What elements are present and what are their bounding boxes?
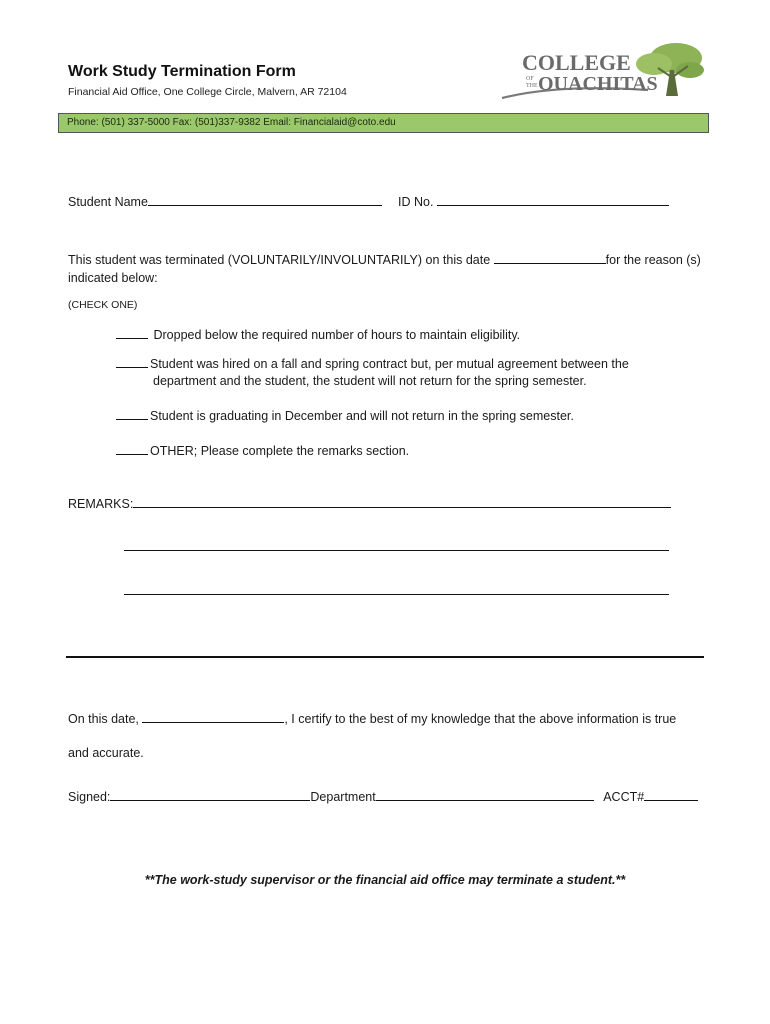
- certification-date-field[interactable]: [142, 711, 284, 723]
- student-name-field[interactable]: [148, 194, 382, 206]
- remarks-field-2[interactable]: [124, 550, 669, 551]
- remarks-field-3[interactable]: [124, 594, 669, 595]
- department-label: Department: [310, 790, 376, 804]
- student-name-row: [68, 194, 382, 209]
- office-address: Financial Aid Office, One College Circle, Malvern, AR 72104: [68, 86, 347, 98]
- contact-info: Phone: (501) 337-5000 Fax: (501)337-9382 Email: Financialaid@coto.edu: [67, 117, 396, 128]
- check-one-note: (CHECK ONE): [68, 299, 138, 311]
- certification-row: [68, 711, 676, 726]
- option-checkbox[interactable]: [116, 356, 148, 368]
- option-other: [116, 443, 409, 458]
- certification-line2: and accurate.: [68, 746, 144, 760]
- id-row: [398, 194, 669, 209]
- option-text: Dropped below the required number of hours to maintain eligibility.: [153, 328, 521, 342]
- statement-line2: indicated below:: [68, 271, 158, 285]
- option-text-continued: department and the student, the student will not return for the spring semester.: [153, 374, 587, 388]
- id-label: ID No.: [398, 195, 434, 209]
- logo-the: THE: [526, 83, 538, 89]
- signature-field[interactable]: [110, 789, 310, 801]
- statement-tail: for the reason (s): [605, 253, 701, 267]
- college-logo: [498, 36, 708, 106]
- student-name-label: Student Name: [68, 195, 148, 209]
- option-text: Student was hired on a fall and spring contract but, per mutual agreement between the: [150, 357, 629, 371]
- option-checkbox[interactable]: [116, 327, 148, 339]
- acct-field[interactable]: [644, 789, 698, 801]
- footnote: **The work-study supervisor or the financial aid office may terminate a student.**: [144, 873, 626, 887]
- option-checkbox[interactable]: [116, 443, 148, 455]
- remarks-field-1[interactable]: [133, 496, 671, 508]
- logo-word-college: COLLEGE: [522, 50, 631, 75]
- remarks-label: REMARKS:: [68, 497, 134, 511]
- signed-label: Signed:: [68, 790, 111, 804]
- termination-date-field[interactable]: [494, 252, 606, 264]
- option-text: OTHER; Please complete the remarks section.: [150, 444, 410, 458]
- department-field[interactable]: [376, 789, 594, 801]
- logo-of: OF: [526, 76, 534, 82]
- id-field[interactable]: [437, 194, 669, 206]
- certification-prefix: On this date,: [68, 712, 139, 726]
- option-text: Student is graduating in December and will not return in the spring semester.: [150, 409, 574, 423]
- termination-statement: [68, 252, 701, 267]
- signature-row: [68, 789, 698, 804]
- section-divider: [66, 656, 704, 658]
- option-checkbox[interactable]: [116, 408, 148, 420]
- statement-text: This student was terminated (VOLUNTARILY/INVOLUNTARILY) on this date: [68, 253, 491, 267]
- option-mutual-agreement: [116, 356, 629, 388]
- option-dropped-hours: [116, 327, 520, 342]
- remarks-row: [68, 496, 671, 511]
- option-graduating: [116, 408, 574, 423]
- logo-word-ouachitas: OUACHITAS: [538, 73, 658, 95]
- certification-suffix: , I certify to the best of my knowledge that the above information is true: [284, 712, 677, 726]
- form-title: Work Study Termination Form: [68, 63, 296, 80]
- acct-label: ACCT#: [603, 790, 645, 804]
